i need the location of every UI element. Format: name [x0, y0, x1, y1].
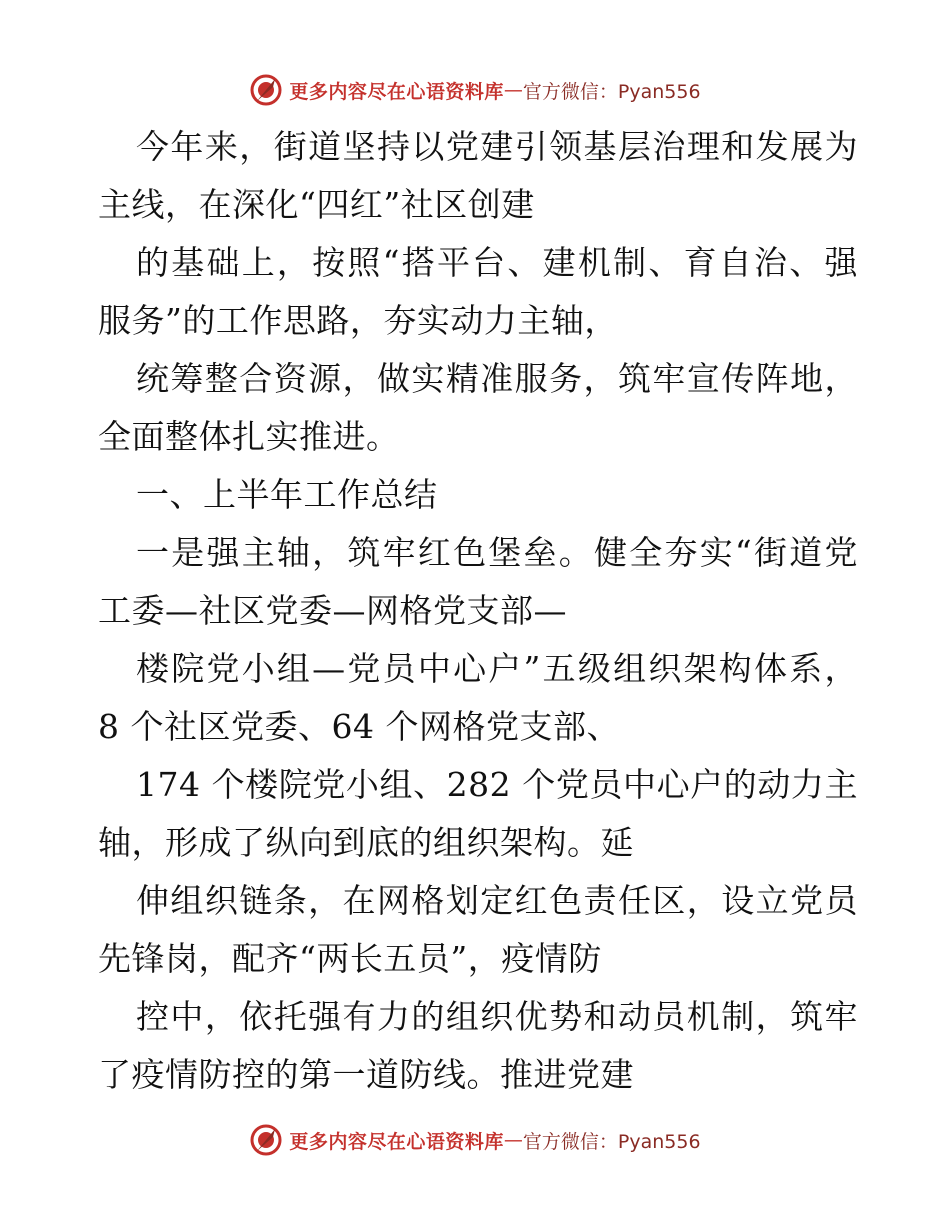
watermark-text: 更多内容尽在心语资料库 [289, 80, 504, 103]
body-line: 服务”的工作思路，夯实动力主轴， [98, 301, 618, 340]
watermark-text: 更多内容尽在心语资料库 [289, 1130, 504, 1153]
body-line: 轴，形成了纵向到底的组织架构。延 [98, 823, 634, 862]
quill-logo-icon [249, 1123, 283, 1157]
body-line: 174 个楼院党小组、282 个党员中心户的动力主 [136, 765, 858, 804]
body-line: 了疫情防控的第一道防线。推进党建 [98, 1055, 634, 1094]
body-line: 统筹整合资源，做实精准服务，筑牢宣传阵地， [136, 359, 858, 398]
body-line: 一是强主轴，筑牢红色堡垒。健全夯实“街道党 [136, 533, 858, 572]
body-line: 8 个社区党委、64 个网格党支部、 [98, 707, 620, 746]
body-line: 控中，依托强有力的组织优势和动员机制，筑牢 [136, 997, 858, 1036]
body-line: 楼院党小组—党员中心户”五级组织架构体系， [136, 649, 858, 688]
section-heading: 一、上半年工作总结 [136, 475, 438, 514]
watermark-contact: 官方微信：Pyan556 [522, 80, 701, 103]
body-line: 主线，在深化“四红”社区创建 [98, 185, 535, 224]
body-line: 伸组织链条，在网格划定红色责任区，设立党员 [136, 881, 858, 920]
body-line: 工委—社区党委—网格党支部— [98, 591, 567, 630]
document-body [98, 118, 858, 1104]
watermark-dash: — [503, 79, 523, 101]
quill-logo-icon [249, 73, 283, 107]
body-line: 的基础上，按照“搭平台、建机制、育自治、强 [136, 243, 858, 282]
watermark-contact: 官方微信：Pyan556 [522, 1130, 701, 1153]
watermark-dash: — [503, 1129, 523, 1151]
header-watermark [0, 70, 950, 110]
body-line: 今年来，街道坚持以党建引领基层治理和发展为 [136, 127, 858, 166]
footer-watermark [0, 1120, 950, 1160]
body-line: 先锋岗，配齐“两长五员”，疫情防 [98, 939, 602, 978]
body-line: 全面整体扎实推进。 [98, 417, 400, 456]
